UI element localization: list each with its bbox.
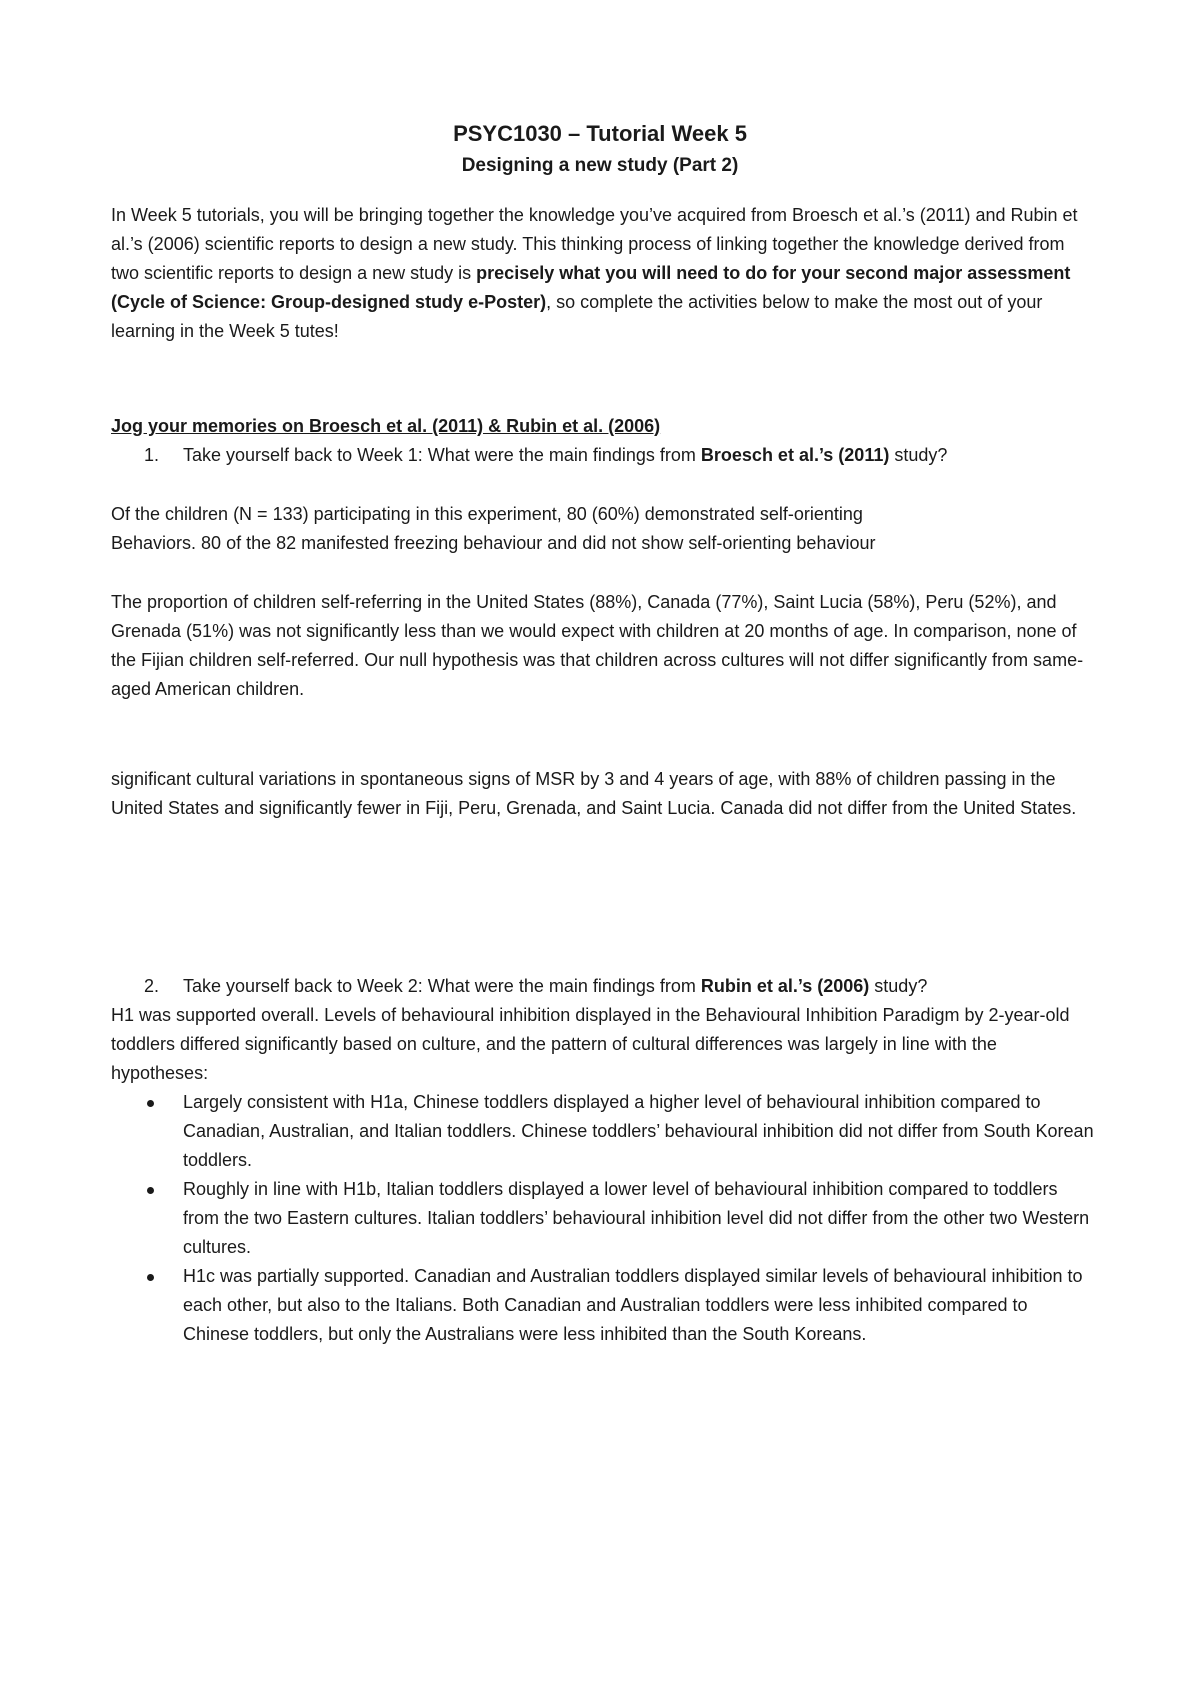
answer-1-para-3-text: significant cultural variations in spontaneous signs of MSR by 3 and 4 years of age, with 88% of children passing in the United States and significantly fewer in Fiji, Peru, Grenada, and Saint Lucia. Canada did not differ from the United States. [111, 769, 1077, 818]
answer-2-bullet-list [111, 1088, 1096, 1349]
intro-text-2: , so complete the activities below to make the most out of your learning in the Week 5 tutes! [111, 292, 1043, 341]
question-2-number: 2. [144, 976, 160, 996]
list-item [111, 1175, 1096, 1262]
answer-1-paragraph-1 [111, 500, 1096, 558]
bullet-icon [147, 1274, 154, 1281]
question-1-pre: Take yourself back to Week 1: What were the main findings from [183, 445, 701, 465]
section-heading: Jog your memories on Broesch et al. (2011) & Rubin et al. (2006) [111, 416, 661, 436]
bullet-text: Roughly in line with H1b, Italian toddlers displayed a lower level of behavioural inhibition compared to toddlers from the two Eastern cultures. Italian toddlers’ behavioural inhibition level did not differ from the other two Western cultures. [183, 1179, 1090, 1257]
intro-emphasis: precisely what you will need to do for your second major assessment (Cycle of Science: Group-designed study e-Poster) [111, 263, 1071, 312]
page-subtitle: Designing a new study (Part 2) [461, 155, 739, 176]
bullet-text: Largely consistent with H1a, Chinese toddlers displayed a higher level of behavioural inhibition compared to Canadian, Australian, and Italian toddlers. Chinese toddlers’ behavioural inhibition did not differ from South Korean toddlers. [183, 1092, 1094, 1170]
question-2-citation: Rubin et al.’s (2006) [700, 976, 870, 996]
question-1-citation: Broesch et al.’s (2011) [700, 445, 890, 465]
question-1-number: 1. [144, 445, 160, 465]
list-item [111, 1262, 1096, 1349]
question-2-pre: Take yourself back to Week 2: What were the main findings from [183, 976, 701, 996]
answer-1-paragraph-3 [111, 765, 1096, 823]
answer-2-intro [111, 1001, 1096, 1088]
bullet-icon [147, 1187, 154, 1194]
page-title: PSYC1030 – Tutorial Week 5 [453, 121, 747, 146]
question-1-text [183, 441, 1093, 470]
bullet-icon [147, 1100, 154, 1107]
question-1-post: study? [889, 445, 948, 465]
answer-1-line-1: Of the children (N = 133) participating in this experiment, 80 (60%) demonstrated self-orienting [111, 504, 863, 524]
bullet-text: H1c was partially supported. Canadian and Australian toddlers displayed similar levels of behavioural inhibition to each other, but also to the Italians. Both Canadian and Australian toddlers were less inhibited compared to Chinese toddlers, but only the Australians were less inhibited than the South Koreans. [183, 1266, 1083, 1344]
answer-1-line-2: Behaviors. 80 of the 82 manifested freezing behaviour and did not show self-orienting behaviour [111, 533, 876, 553]
question-2-post: study? [869, 976, 928, 996]
answer-2-intro-text: H1 was supported overall. Levels of behavioural inhibition displayed in the Behavioural Inhibition Paradigm by 2-year-old toddlers differed significantly based on culture, and the pattern of cultural differences was largely in line with the hypotheses: [111, 1005, 1070, 1083]
answer-1-para-2-text: The proportion of children self-referring in the United States (88%), Canada (77%), Saint Lucia (58%), Peru (52%), and Grenada (51%) was not significantly less than we would expect with children at 20 months of age. In comparison, none of the Fijian children self-referred. Our null hypothesis was that children across cultures will not differ significantly from same-aged American children. [111, 592, 1084, 699]
intro-paragraph [111, 201, 1096, 346]
answer-1-paragraph-2 [111, 588, 1096, 704]
question-2-text [183, 972, 1093, 1001]
list-item [111, 1088, 1096, 1175]
intro-text-1: In Week 5 tutorials, you will be bringing together the knowledge you’ve acquired from Broesch et al.’s (2011) and Rubin et al.’s (2006) scientific reports to design a new study. This thinking process of linking together the knowledge derived from two scientific reports to design a new study is [111, 205, 1078, 283]
